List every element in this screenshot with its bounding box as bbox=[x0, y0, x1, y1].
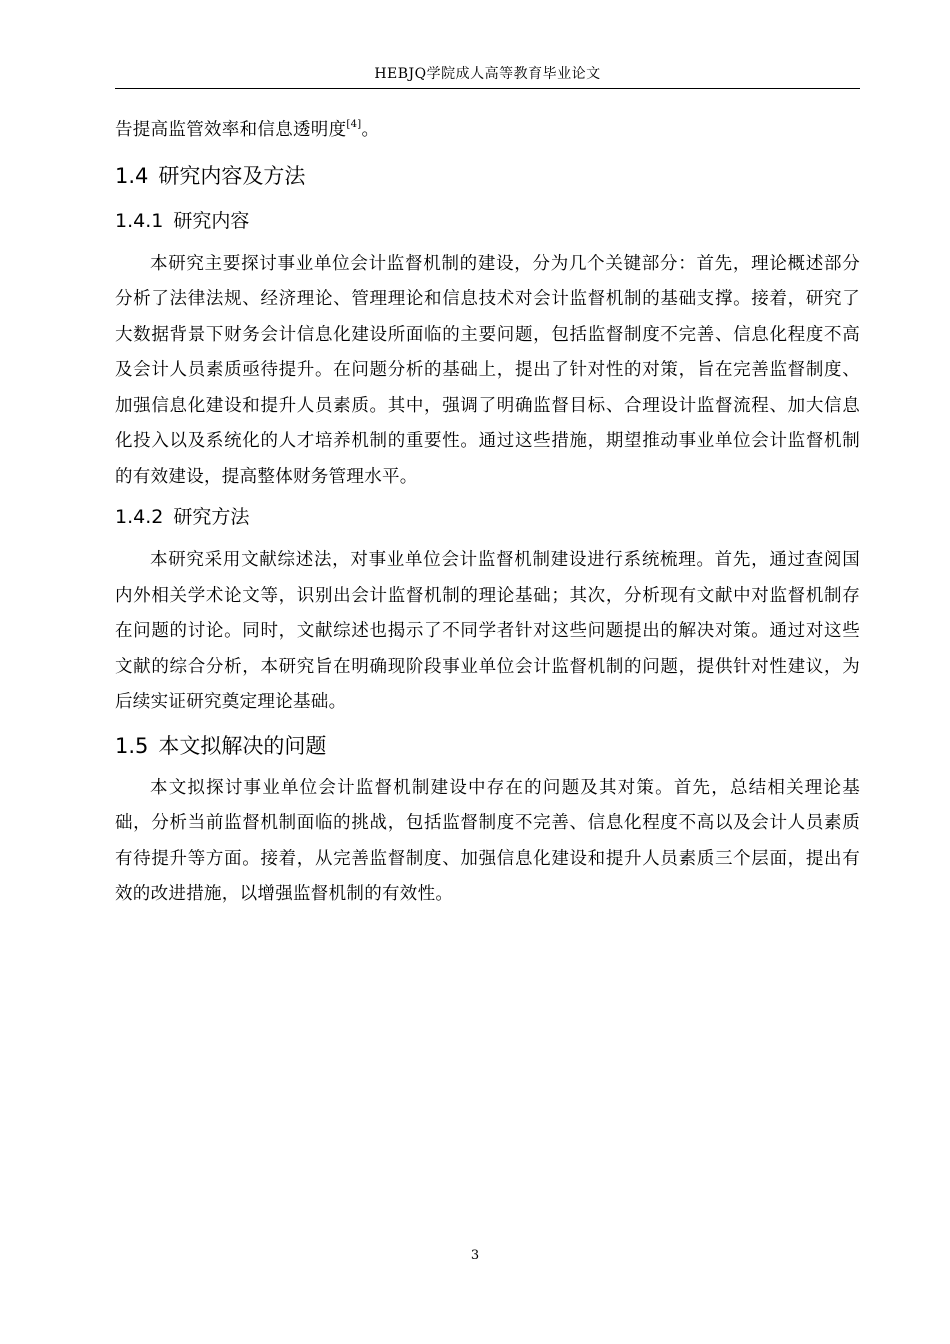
research-method-paragraph: 本研究采用文献综述法，对事业单位会计监督机制建设进行系统梳理。首先，通过查阅国内外相关学术论文等，识别出会计监督机制的理论基础；其次，分析现有文献中对监督机制存在问题的讨论。同时，文献综述也揭示了不同学者针对这些问题提出的解决对策。通过对这些文献的综合分析，本研究旨在明确现阶段事业单位会计监督机制的问题，提供针对性建议，为后续实证研究奠定理论基础。 bbox=[115, 550, 860, 712]
page-number: 3 bbox=[470, 1248, 480, 1263]
section-heading-1-5 bbox=[115, 723, 860, 769]
subsection-title: 研究方法 bbox=[173, 506, 250, 528]
page-body bbox=[115, 113, 860, 913]
intro-tail-end: 。 bbox=[361, 120, 380, 140]
section-heading-1-4 bbox=[115, 153, 860, 199]
section-heading-1-4-2 bbox=[115, 497, 860, 537]
problems-paragraph: 本文拟探讨事业单位会计监督机制建设中存在的问题及其对策。首先，总结相关理论基础，分析当前监督机制面临的挑战，包括监督制度不完善、信息化程度不高以及会计人员素质有待提升等方面。接着，从完善监督制度、加强信息化建设和提升人员素质三个层面，提出有效的改进措施，以增强监督机制的有效性。 bbox=[115, 777, 860, 904]
subsection-number: 1.4.1 bbox=[115, 209, 164, 232]
section-number: 1.4 bbox=[115, 163, 149, 188]
section-number: 1.5 bbox=[115, 733, 149, 758]
section-heading-1-4-1 bbox=[115, 201, 860, 241]
header-divider bbox=[115, 88, 860, 89]
section-title: 本文拟解决的问题 bbox=[158, 733, 327, 758]
intro-tail-paragraph bbox=[115, 113, 860, 149]
subsection-number: 1.4.2 bbox=[115, 506, 164, 528]
intro-tail-text: 告提高监管效率和信息透明度 bbox=[115, 120, 347, 140]
citation-reference[interactable]: [4] bbox=[346, 119, 362, 130]
running-header: HEBJQ学院成人高等教育毕业论文 bbox=[374, 66, 601, 82]
section-title: 研究内容及方法 bbox=[158, 163, 306, 188]
subsection-title: 研究内容 bbox=[173, 209, 250, 232]
research-content-paragraph: 本研究主要探讨事业单位会计监督机制的建设，分为几个关键部分：首先，理论概述部分分析了法律法规、经济理论、管理理论和信息技术对会计监督机制的基础支撑。接着，研究了大数据背景下财务会计信息化建设所面临的主要问题，包括监督制度不完善、信息化程度不高及会计人员素质亟待提升。在问题分析的基础上，提出了针对性的对策，旨在完善监督制度、加强信息化建设和提升人员素质。其中，强调了明确监督目标、合理设计监督流程、加大信息化投入以及系统化的人才培养机制的重要性。通过这些措施，期望推动事业单位会计监督机制的有效建设，提高整体财务管理水平。 bbox=[115, 253, 860, 487]
